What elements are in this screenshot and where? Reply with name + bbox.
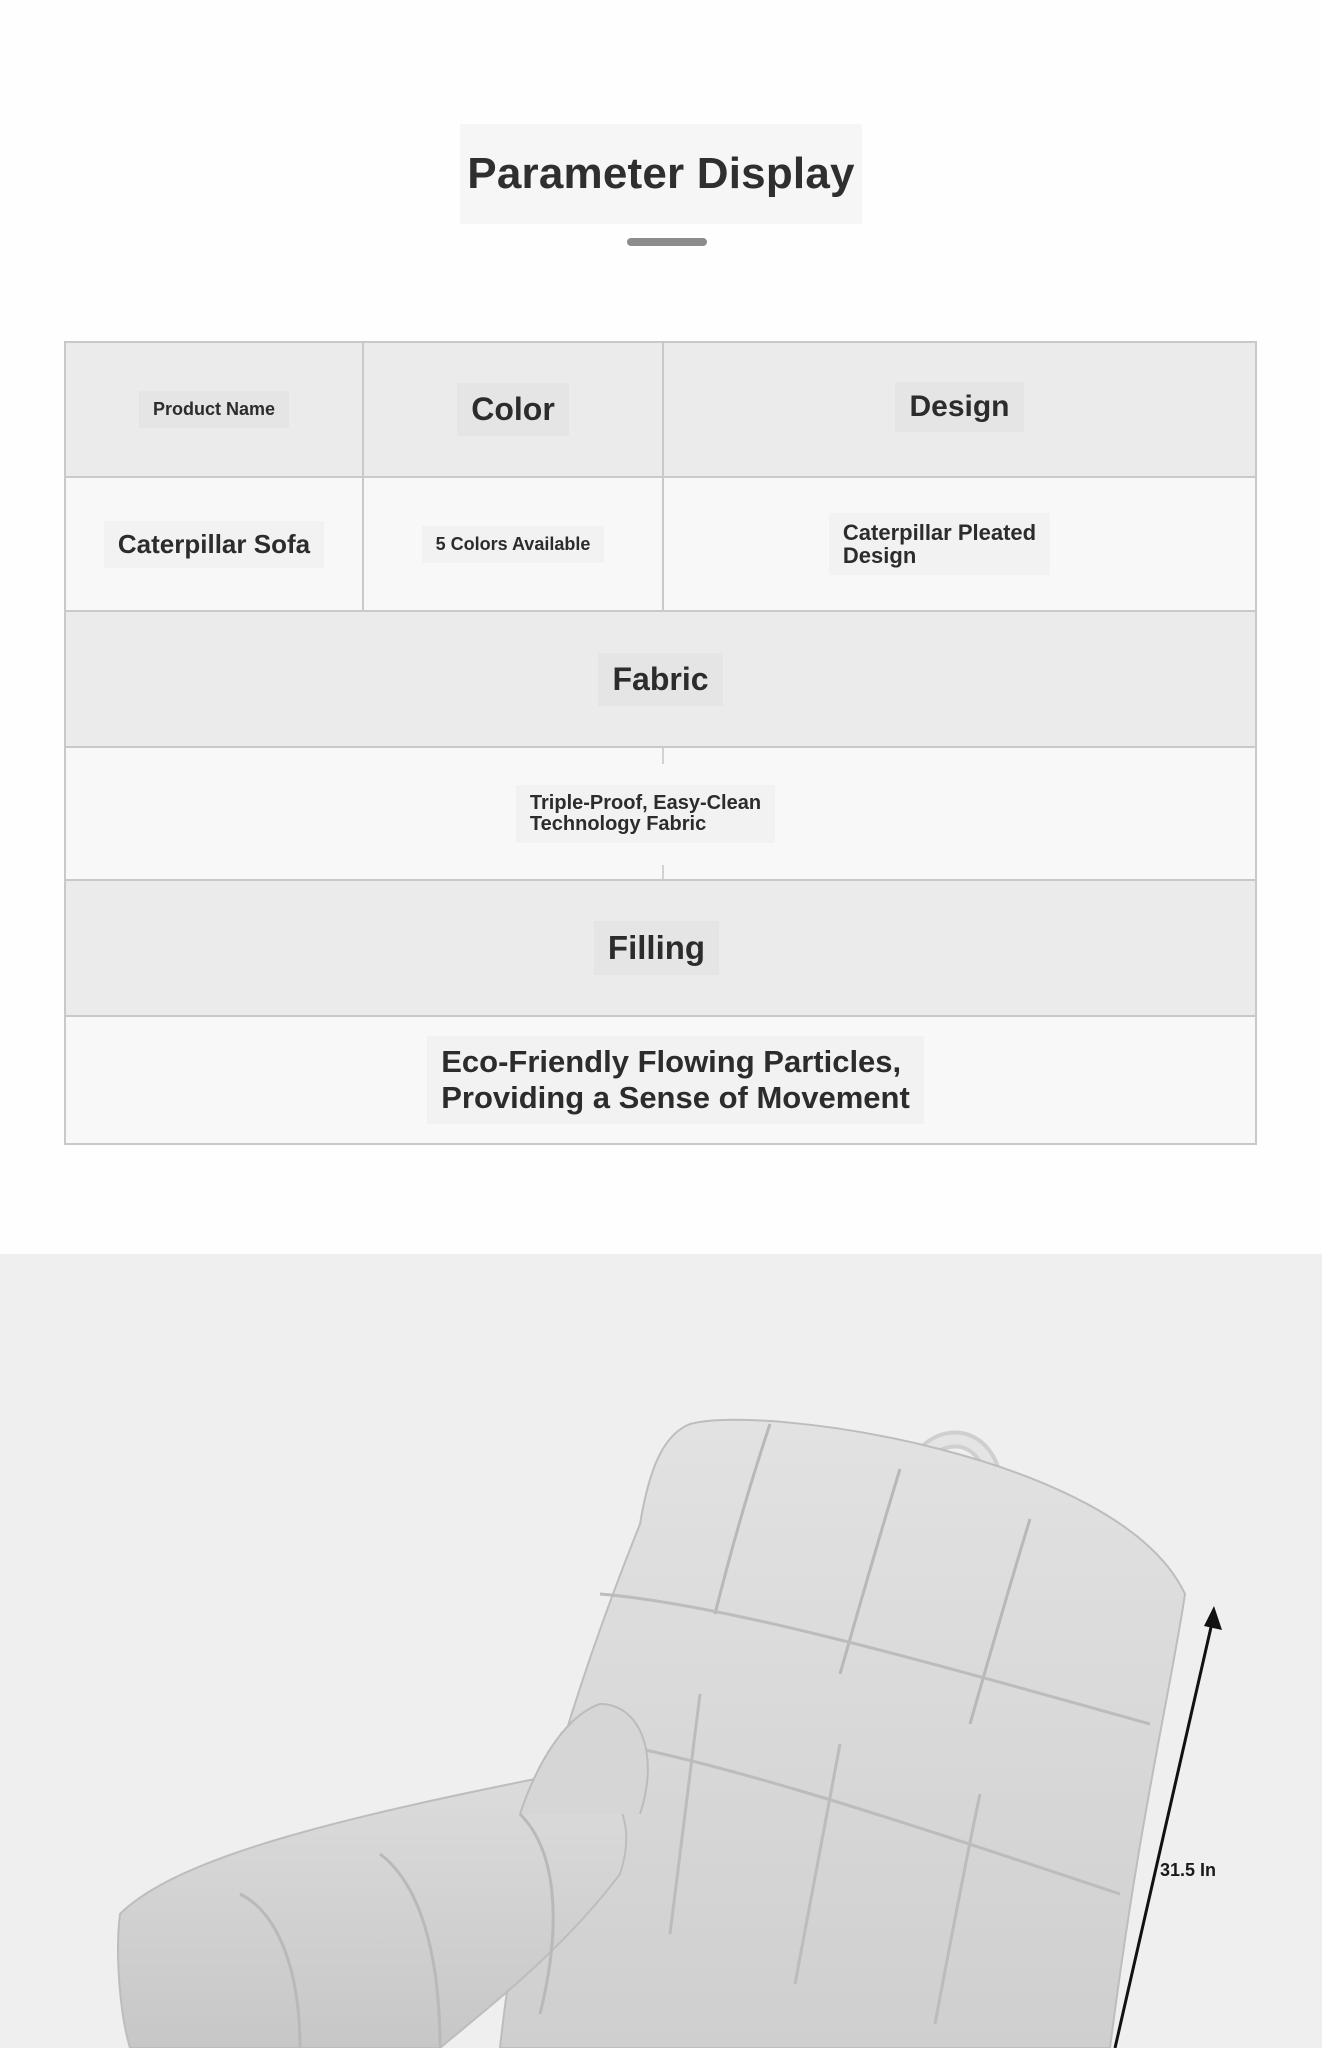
fabric-label: Fabric: [598, 653, 722, 706]
table-row-fabric-label: [66, 610, 1255, 746]
cell-design-label: [664, 343, 1255, 476]
arrow-head-icon: [1204, 1606, 1222, 1630]
table-row-fabric-value: [66, 746, 1255, 879]
cell-fabric-value: [66, 748, 1255, 879]
cell-fabric-label: [66, 612, 1255, 746]
parameter-table: [64, 341, 1257, 1145]
fabric-value-line-1: Triple-Proof, Easy-Clean: [529, 791, 762, 814]
filling-value-line-2: Providing a Sense of Movement: [441, 1080, 910, 1115]
filling-value: [427, 1036, 924, 1123]
cell-product-name-value: [66, 478, 364, 610]
fabric-value: [516, 785, 775, 843]
design-value: [829, 513, 1050, 575]
page-title: Parameter Display: [467, 149, 855, 198]
table-row-labels: [66, 343, 1255, 476]
sofa-illustration: [0, 1254, 1322, 2048]
color-label: Color: [457, 383, 569, 436]
product-name-value: Caterpillar Sofa: [104, 521, 324, 568]
cell-color-label: [364, 343, 664, 476]
design-value-line-1: Caterpillar Pleated: [842, 519, 1037, 545]
fabric-value-line-2: Technology Fabric: [529, 812, 707, 835]
product-name-label: Product Name: [139, 391, 289, 428]
color-value: 5 Colors Available: [422, 526, 605, 563]
cell-color-value: [364, 478, 664, 610]
design-value-line-2: Design: [842, 543, 917, 568]
cell-design-value: [664, 478, 1255, 610]
table-row-filling-label: [66, 879, 1255, 1015]
cell-product-name-label: [66, 343, 364, 476]
filling-value-line-1: Eco-Friendly Flowing Particles,: [441, 1044, 902, 1080]
cell-filling-label: [66, 881, 1255, 1015]
title-underline: [627, 238, 707, 246]
dimension-label: 31.5 In: [1160, 1860, 1217, 1880]
title-block: [460, 124, 862, 224]
table-row-values: [66, 476, 1255, 610]
product-photo: [0, 1254, 1322, 2048]
table-row-filling-value: [66, 1015, 1255, 1143]
design-label: Design: [895, 382, 1023, 432]
filling-label: Filling: [594, 921, 719, 975]
cell-filling-value: [66, 1017, 1255, 1143]
